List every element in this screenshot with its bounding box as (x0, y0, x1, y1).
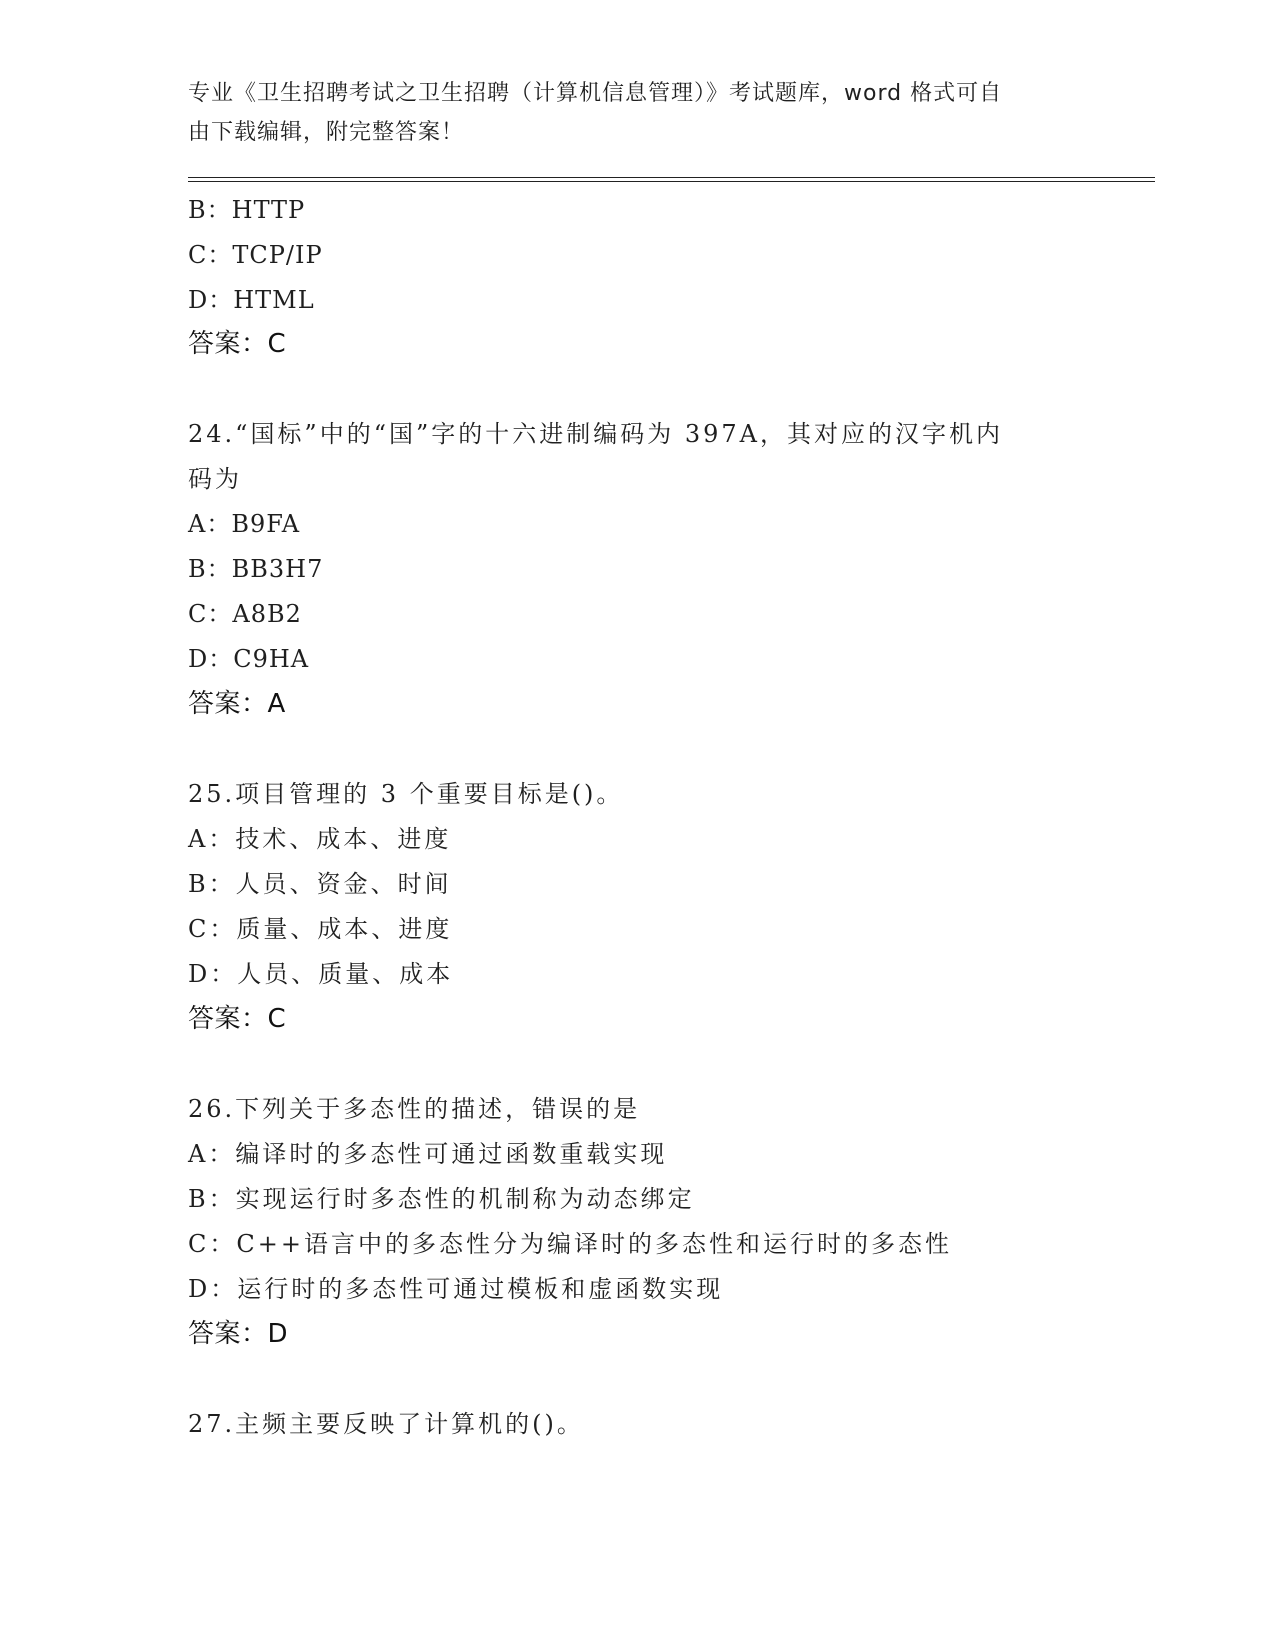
q26-option-d: D：运行时的多态性可通过模板和虚函数实现 (188, 1275, 724, 1303)
q23-option-c: C：TCP/IP (188, 241, 323, 269)
q23-option-b: B：HTTP (188, 196, 306, 224)
q26-stem: 26.下列关于多态性的描述，错误的是 (188, 1095, 641, 1123)
q26-option-c: C：C++语言中的多态性分为编译时的多态性和运行时的多态性 (188, 1230, 952, 1258)
header-line-1: 专业《卫生招聘考试之卫生招聘（计算机信息管理）》考试题库，word 格式可自 (188, 81, 1003, 106)
header-line-2: 由下载编辑，附完整答案！ (188, 120, 465, 145)
q25-option-a: A：技术、成本、进度 (188, 825, 452, 853)
q25-option-d: D：人员、质量、成本 (188, 960, 454, 988)
q24-stem-line-1: 24.“国标”中的“国”字的十六进制编码为 397A，其对应的汉字机内 (188, 420, 1004, 448)
q24-option-d: D：C9HA (188, 645, 310, 673)
document-header (188, 74, 1078, 152)
q24-option-c: C：A8B2 (188, 600, 302, 628)
q25-option-b: B：人员、资金、时间 (188, 870, 452, 898)
q24-option-a: A：B9FA (188, 510, 301, 538)
q25-answer: 答案：C (188, 1004, 287, 1034)
q26-option-a: A：编译时的多态性可通过函数重载实现 (188, 1140, 668, 1168)
q25-stem: 25.项目管理的 3 个重要目标是()。 (188, 780, 624, 808)
q23-option-d: D：HTML (188, 286, 315, 314)
q26-answer: 答案：D (188, 1319, 289, 1349)
q24-option-b: B：BB3H7 (188, 555, 324, 583)
q24-stem-line-2: 码为 (188, 465, 242, 493)
q26-option-b: B：实现运行时多态性的机制称为动态绑定 (188, 1185, 695, 1213)
q23-answer: 答案：C (188, 329, 287, 359)
header-divider-top (188, 177, 1155, 178)
q27-stem: 27.主频主要反映了计算机的()。 (188, 1410, 584, 1438)
header-divider-bottom (188, 181, 1155, 182)
q24-answer: 答案：A (188, 689, 286, 719)
q25-option-c: C：质量、成本、进度 (188, 915, 453, 943)
